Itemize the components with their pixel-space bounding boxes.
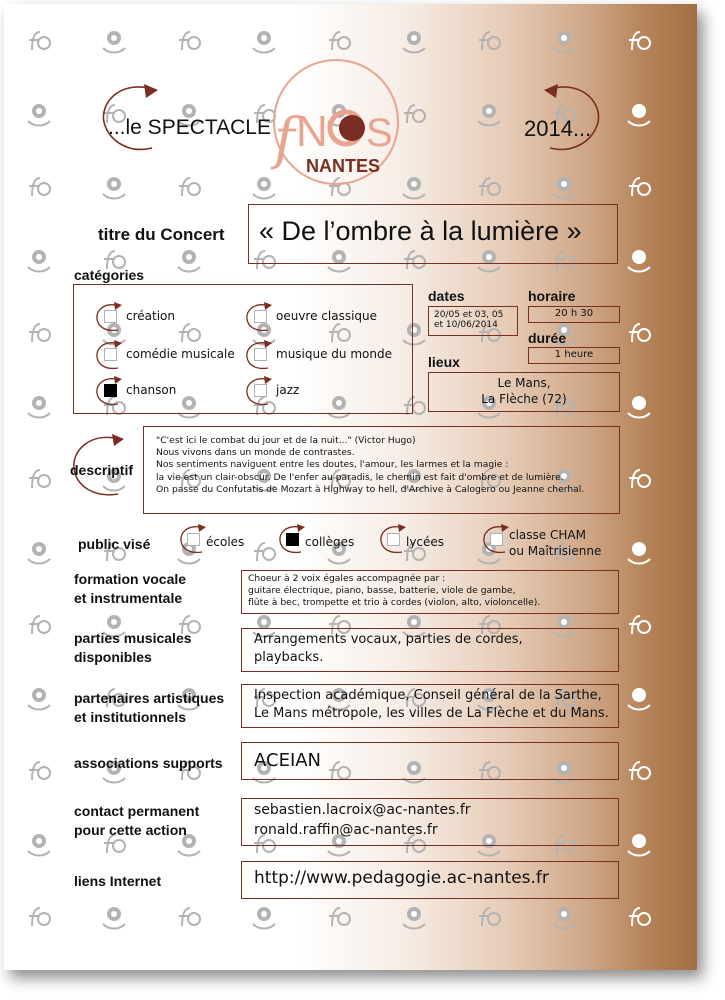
category-label: jazz	[276, 383, 300, 397]
contact-label-line2: pour cette action	[74, 822, 187, 838]
dates-value-line2: et 10/06/2014	[434, 320, 498, 330]
duree-label: durée	[528, 330, 567, 346]
pattern-glyph-icon	[174, 26, 204, 56]
page-sheet	[4, 4, 697, 970]
pattern-glyph-icon	[24, 902, 54, 932]
public-checkbox[interactable]	[387, 533, 400, 546]
logo-city: NANTES	[306, 156, 381, 176]
descriptif-label: descriptif	[70, 462, 134, 478]
public-label-item: collèges	[305, 535, 355, 549]
pattern-glyph-icon	[24, 245, 54, 275]
pattern-glyph-icon	[624, 683, 654, 713]
pattern-glyph-icon	[24, 756, 54, 786]
pattern-glyph-icon	[549, 26, 579, 56]
pattern-glyph-icon	[624, 172, 654, 202]
public-checkbox[interactable]	[286, 533, 299, 546]
public-label-item-line2: ou Maîtrisienne	[509, 544, 602, 558]
category-label: création	[126, 309, 175, 323]
pattern-glyph-icon	[624, 245, 654, 275]
pattern-glyph-icon	[24, 537, 54, 567]
pattern-glyph-icon	[24, 610, 54, 640]
partenaires-label-line1: partenaires artistiques	[74, 690, 225, 706]
contact-line1[interactable]: sebastien.lacroix@ac-nantes.fr	[254, 802, 471, 818]
parties-label-line2: disponibles	[74, 649, 152, 665]
formation-label-line1: formation vocale	[74, 571, 187, 587]
public-label-item: lycées	[406, 535, 445, 549]
pattern-glyph-icon	[99, 172, 129, 202]
category-checkbox[interactable]	[254, 310, 267, 323]
lieux-value-line1: Le Mans,	[497, 376, 551, 390]
pattern-glyph-icon	[624, 902, 654, 932]
header-right-label: 2014...	[524, 116, 592, 141]
pattern-glyph-icon	[474, 99, 504, 129]
category-label: comédie musicale	[126, 347, 235, 361]
partenaires-line1: Inspection académique, Conseil général de la Sarthe,	[254, 688, 602, 703]
svg-text:S: S	[366, 111, 393, 155]
category-checkbox[interactable]	[104, 384, 117, 397]
contact-label-line1: contact permanent	[74, 803, 200, 819]
svg-text:f: f	[274, 107, 295, 172]
pattern-glyph-icon	[624, 537, 654, 567]
lieux-label: lieux	[428, 354, 460, 370]
pattern-glyph-icon	[24, 26, 54, 56]
pattern-glyph-icon	[624, 610, 654, 640]
pattern-glyph-icon	[624, 829, 654, 859]
public-label-item: classe CHAM	[509, 528, 586, 542]
pattern-glyph-icon	[549, 902, 579, 932]
svg-text:N: N	[296, 107, 328, 156]
dates-value-line1: 20/05 et 03, 05	[434, 310, 504, 320]
formation-label-line2: et instrumentale	[74, 590, 183, 606]
pattern-glyph-icon	[624, 756, 654, 786]
public-label-item: écoles	[206, 535, 245, 549]
formation-line: flûte à bec, trompette et trio à cordes (violon, alto, violoncelle).	[248, 597, 541, 608]
pattern-glyph-icon	[324, 902, 354, 932]
duree-value: 1 heure	[554, 349, 594, 360]
lieux-value-line2: La Flèche (72)	[481, 392, 567, 406]
category-checkbox[interactable]	[254, 348, 267, 361]
category-label: chanson	[126, 383, 177, 397]
pattern-glyph-icon	[624, 318, 654, 348]
formation-line: guitare électrique, piano, basse, batterie, viole de gambe,	[248, 585, 516, 596]
pattern-glyph-icon	[474, 902, 504, 932]
public-checkbox[interactable]	[490, 533, 503, 546]
pattern-glyph-icon	[24, 99, 54, 129]
category-label: musique du monde	[276, 347, 392, 361]
public-label: public visé	[78, 536, 151, 552]
associations-label: associations supports	[74, 755, 223, 771]
pattern-glyph-icon	[249, 902, 279, 932]
contact-line2[interactable]: ronald.raffin@ac-nantes.fr	[254, 822, 438, 838]
parties-line1: Arrangements vocaux, parties de cordes,	[254, 632, 523, 647]
liens-label: liens Internet	[74, 873, 162, 889]
public-checkbox[interactable]	[187, 533, 200, 546]
parties-label-line1: parties musicales	[74, 630, 192, 646]
category-checkbox[interactable]	[104, 310, 117, 323]
pattern-glyph-icon	[249, 537, 279, 567]
descriptif-line: Nous vivons dans un monde de contrastes.	[156, 447, 355, 459]
descriptif-line: la vie est un clair-obscur. De l'enfer au paradis, le chemin est fait d'ombre et de lumière.	[156, 471, 564, 483]
partenaires-line2: Le Mans métropole, les villes de La Flèche et du Mans.	[254, 706, 609, 721]
horaire-label: horaire	[528, 288, 576, 304]
pattern-glyph-icon	[474, 172, 504, 202]
category-checkbox[interactable]	[254, 384, 267, 397]
associations-value: ACEIAN	[254, 750, 322, 771]
category-checkbox[interactable]	[104, 348, 117, 361]
pattern-glyph-icon	[24, 464, 54, 494]
pattern-glyph-icon	[474, 26, 504, 56]
categories-label: catégories	[74, 267, 145, 283]
pattern-glyph-icon	[624, 99, 654, 129]
title-label: titre du Concert	[98, 225, 225, 244]
pattern-glyph-icon	[24, 829, 54, 859]
pattern-glyph-icon	[24, 318, 54, 348]
pattern-glyph-icon	[174, 245, 204, 275]
descriptif-line: Nos sentiments naviguent entre les doutes, l'amour, les larmes et la magie :	[156, 459, 509, 471]
pattern-glyph-icon	[624, 464, 654, 494]
pattern-glyph-icon	[99, 26, 129, 56]
pattern-glyph-icon	[624, 26, 654, 56]
parties-line2: playbacks.	[254, 650, 324, 665]
pattern-glyph-icon	[99, 902, 129, 932]
title-value: « De l’ombre à la lumière »	[259, 216, 582, 246]
partenaires-label-line2: et institutionnels	[74, 709, 186, 725]
dates-label: dates	[428, 288, 465, 304]
pattern-glyph-icon	[24, 172, 54, 202]
pattern-glyph-icon	[174, 172, 204, 202]
descriptif-line: "C'est ici le combat du jour et de la nuit..." (Victor Hugo)	[156, 435, 416, 446]
pattern-glyph-icon	[399, 902, 429, 932]
pattern-glyph-icon	[624, 391, 654, 421]
category-label: oeuvre classique	[276, 309, 378, 323]
pattern-glyph-icon	[24, 391, 54, 421]
formation-line: Choeur à 2 voix égales accompagnée par :	[248, 573, 446, 584]
descriptif-line: On passe du Confutatis de Mozart à Highway to hell, d'Archive à Calogero ou Jeanne cherhal.	[156, 483, 585, 495]
pattern-glyph-icon	[174, 902, 204, 932]
pattern-glyph-icon	[549, 172, 579, 202]
header-left-label: ...le SPECTACLE	[108, 116, 271, 139]
horaire-value: 20 h 30	[554, 308, 594, 319]
liens-value[interactable]: http://www.pedagogie.ac-nantes.fr	[254, 868, 549, 888]
pattern-glyph-icon	[24, 683, 54, 713]
